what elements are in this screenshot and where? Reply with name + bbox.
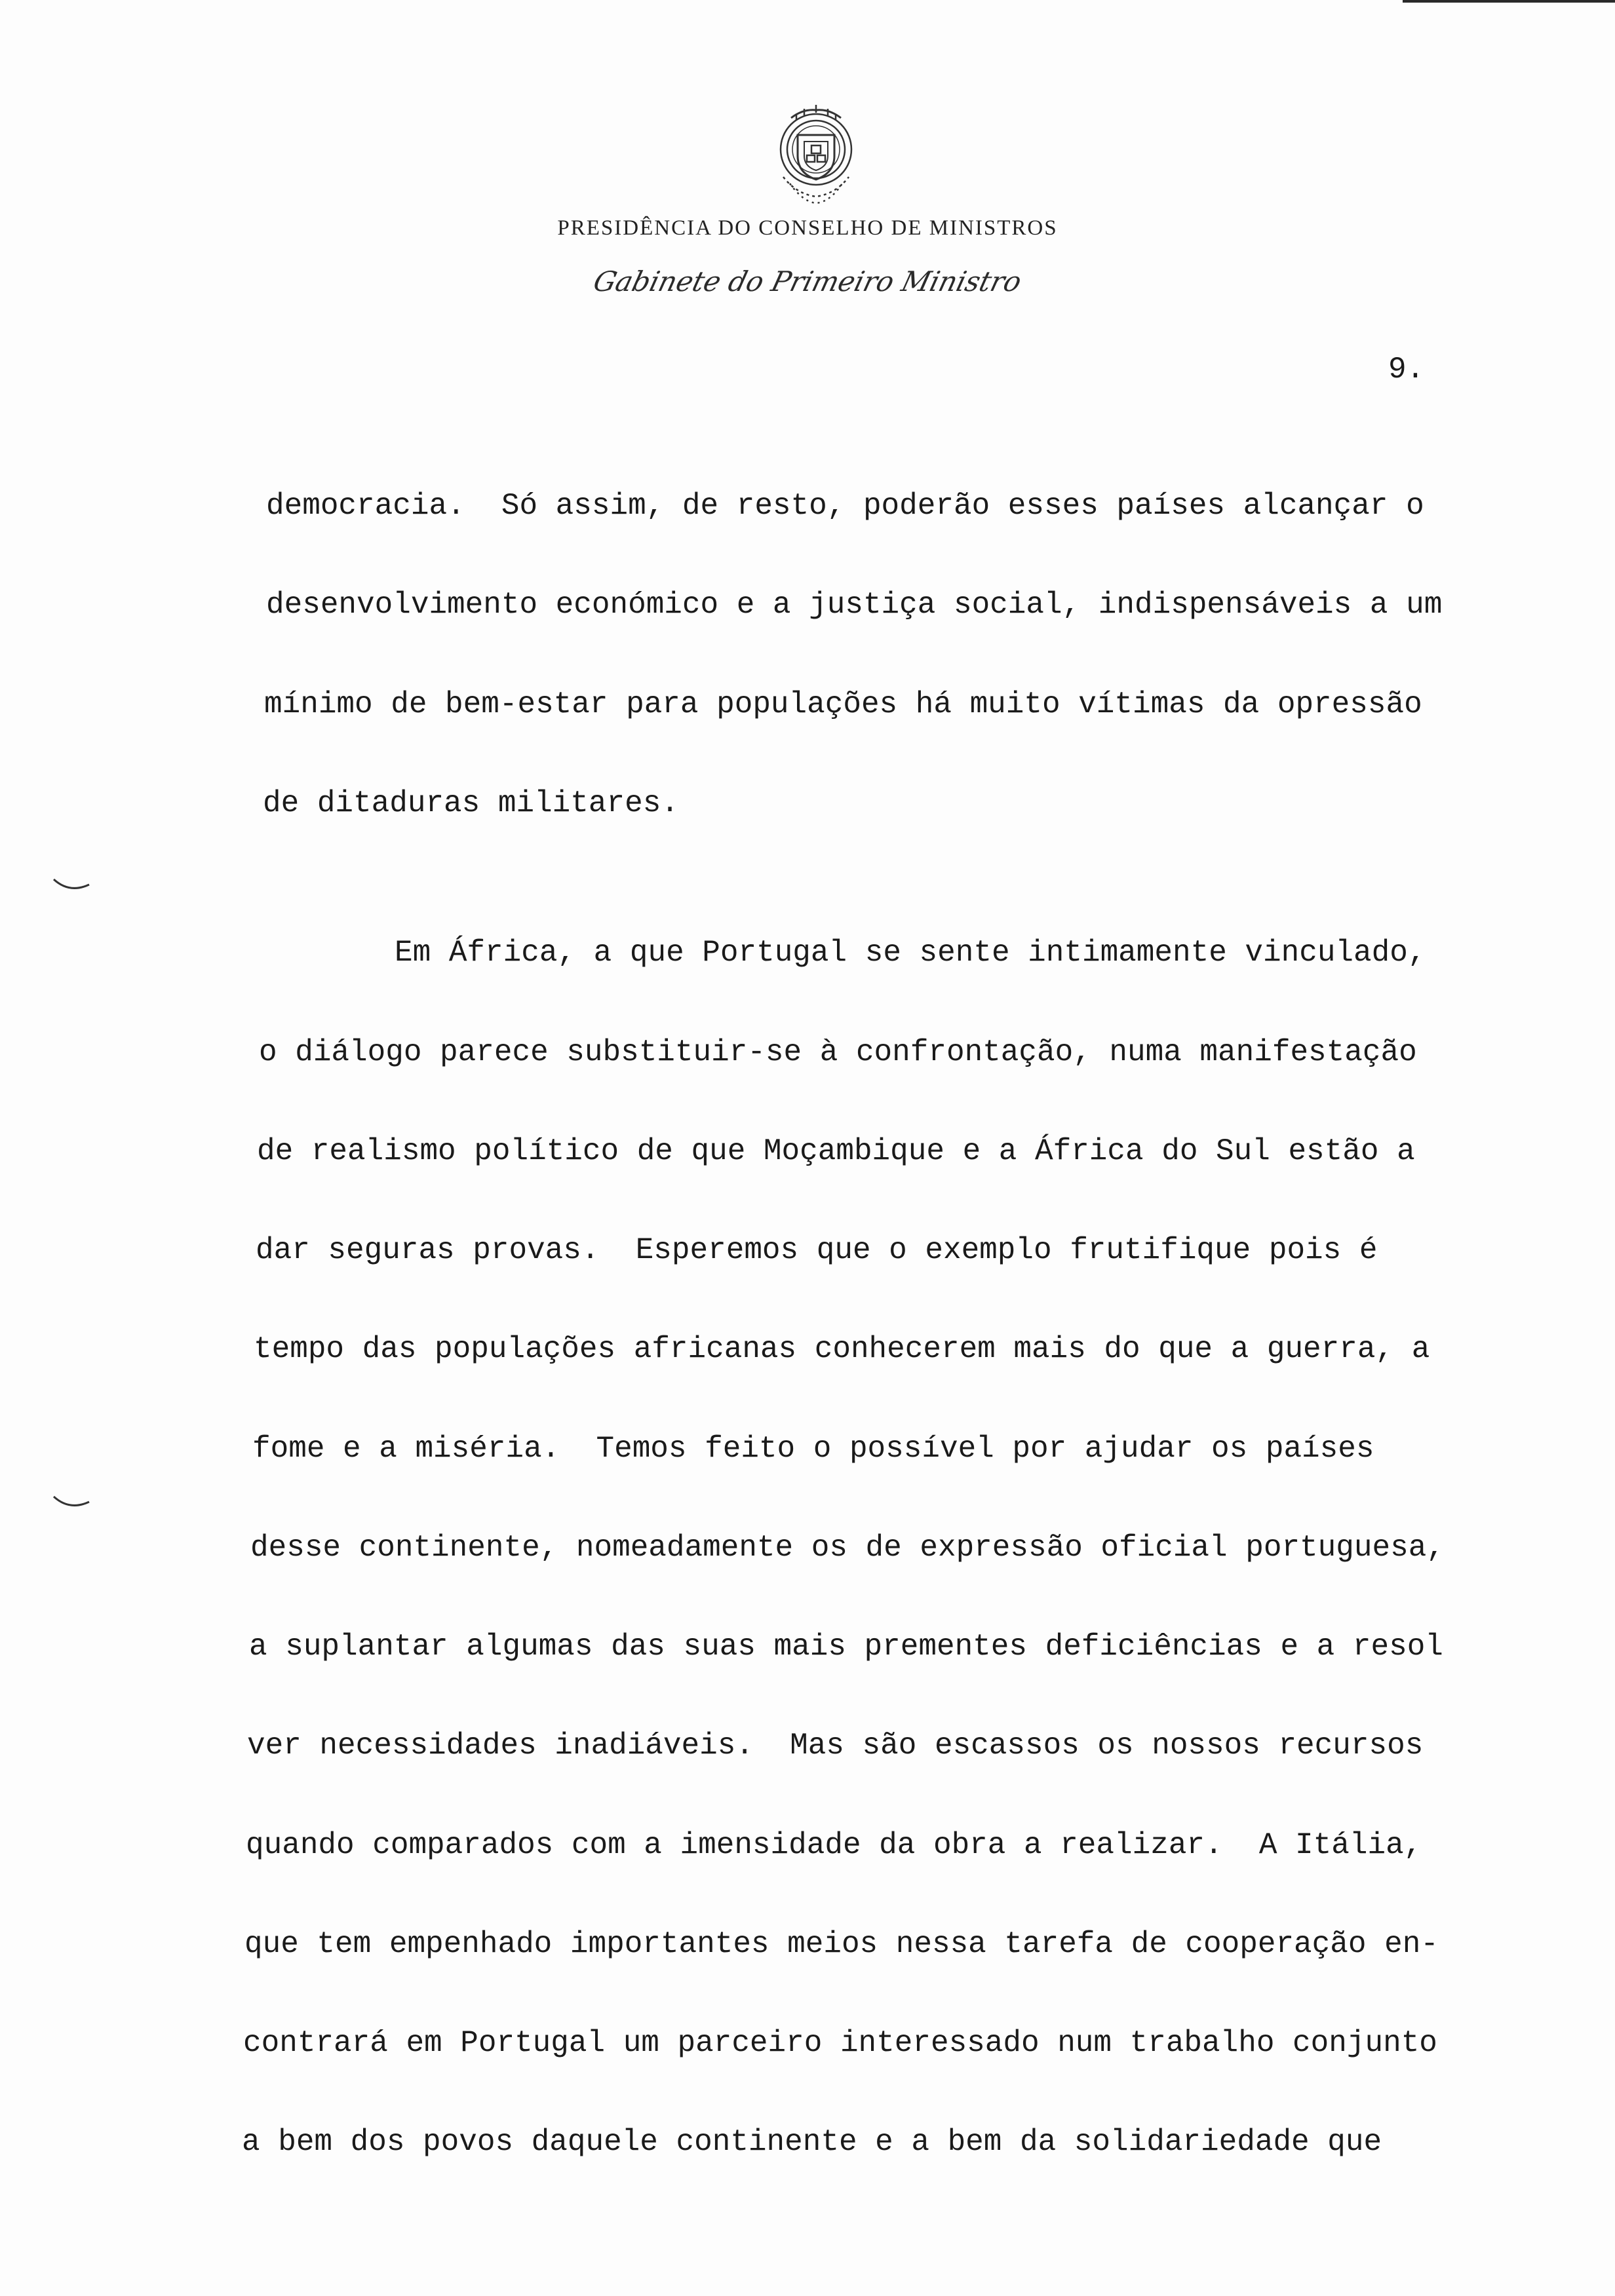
margin-punch-mark [51, 1493, 92, 1512]
text-line: ver necessidades inadiáveis. Mas são escassos os nossos recursos [247, 1729, 1424, 1763]
text-line: tempo das populações africanas conhecerem mais do que a guerra, a [254, 1332, 1430, 1366]
text-line: dar seguras provas. Esperemos que o exemplo frutifique pois é [256, 1233, 1378, 1267]
text-line: desenvolvimento económico e a justiça social, indispensáveis a um [266, 588, 1443, 622]
text-line: o diálogo parece substituir-se à confrontação, numa manifestação [259, 1035, 1417, 1069]
text-line: mínimo de bem-estar para populações há muito vítimas da opressão [264, 687, 1422, 721]
text-line: que tem empenhado importantes meios nessa tarefa de cooperação en- [244, 1927, 1439, 1961]
top-edge-rule [1403, 0, 1615, 3]
text-line: quando comparados com a imensidade da obra a realizar. A Itália, [246, 1828, 1422, 1862]
text-line: Em África, a que Portugal se sente intimamente vinculado, [395, 936, 1426, 970]
text-line: democracia. Só assim, de resto, poderão esses países alcançar o [266, 489, 1424, 523]
text-line: desse continente, nomeadamente os de expressão oficial portuguesa, [250, 1531, 1445, 1565]
text-line: a suplantar algumas das suas mais prementes deficiências e a resol [249, 1630, 1443, 1664]
text-line: a bem dos povos daquele continente e a bem da solidariedade que [242, 2125, 1382, 2159]
margin-punch-mark [51, 875, 92, 895]
text-line: contrará em Portugal um parceiro interessado num trabalho conjunto [243, 2026, 1437, 2060]
page-number: 9. [1388, 353, 1425, 387]
text-line: de ditaduras militares. [263, 786, 679, 820]
text-line: de realismo político de que Moçambique e a África do Sul estão a [257, 1134, 1415, 1168]
text-line: fome e a miséria. Temos feito o possível por ajudar os países [252, 1432, 1374, 1466]
office-subtitle: Gabinete do Primeiro Ministro [590, 265, 1025, 297]
institution-header: PRESIDÊNCIA DO CONSELHO DE MINISTROS [557, 216, 1058, 240]
coat-of-arms-emblem [757, 92, 875, 210]
